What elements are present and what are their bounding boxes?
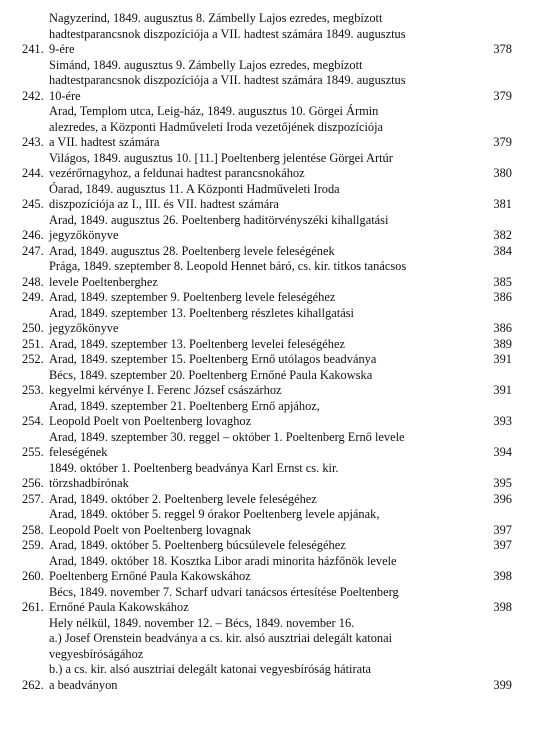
entry-title-line: vegyesbíróságához [49, 646, 144, 661]
entry-title [49, 399, 484, 430]
entry-title-line: Arad, 1849. szeptember 15. Poeltenberg Ernő utólagos beadványa [49, 352, 377, 366]
entry-title-line: Bécs, 1849. szeptember 20. Poeltenberg Ernőné Paula Kakowska [49, 367, 373, 382]
toc-entry [22, 259, 512, 290]
entry-page-number: 386 [493, 290, 512, 304]
entry-title-line: feleségének [49, 445, 108, 459]
entry-title-line: Arad, 1849. október 2. Poeltenberg levele feleségéhez [49, 491, 317, 506]
entry-page-number: 379 [493, 135, 512, 149]
entry-title-line: Arad, 1849. szeptember 13. Poeltenberg részletes kihallgatási [49, 305, 354, 320]
entry-title-line: 1849. október 1. Poeltenberg beadványa Karl Ernst cs. kir. [49, 460, 339, 475]
toc-entry [22, 492, 512, 508]
entry-title-line: Arad, 1849. szeptember 21. Poeltenberg Ernő apjához, [49, 398, 320, 413]
toc-entry [22, 585, 512, 616]
entry-page-number: 384 [493, 243, 512, 258]
entry-title-line: Arad, 1849. október 18. Kosztka Libor aradi minorita házfőnök levele [49, 553, 397, 568]
entry-page-number: 399 [493, 677, 512, 692]
entry-title-line: Óarad, 1849. augusztus 11. A Központi Hadműveleti Iroda [49, 181, 340, 196]
entry-page-number: 391 [493, 383, 512, 397]
entry-number: 243. [22, 135, 44, 149]
entry-page-number: 378 [493, 42, 512, 56]
entry-number: 252. [22, 352, 44, 366]
entry-title-line: hadtestparancsnok diszpozíciója a VII. hadtest számára 1849. augusztus [49, 73, 406, 87]
entry-page-number: 382 [493, 228, 512, 242]
entry-number: 254. [22, 414, 44, 428]
toc-entry [22, 151, 512, 182]
entry-title [49, 461, 484, 492]
toc-entry [22, 290, 512, 306]
entry-title-line: kegyelmi kérvénye I. Ferenc József császárhoz [49, 383, 282, 397]
entry-page-number: 379 [493, 88, 512, 103]
entry-title-line: Arad, 1849. október 5. Poeltenberg búcsúlevele feleségéhez [49, 538, 346, 552]
entry-title [49, 507, 484, 538]
entry-title [49, 151, 484, 182]
entry-number: 260. [22, 569, 44, 583]
entry-title [49, 430, 484, 461]
toc-entry [22, 616, 512, 694]
toc-entry [22, 244, 512, 260]
entry-page-number: 398 [493, 600, 512, 614]
toc-entry [22, 182, 512, 213]
entry-title [49, 58, 484, 105]
entry-title [49, 352, 484, 368]
toc-entry [22, 554, 512, 585]
entry-number: 247. [22, 243, 44, 258]
entry-number: 262. [22, 677, 44, 692]
entry-page-number: 395 [493, 476, 512, 490]
toc-entry [22, 11, 512, 58]
entry-page-number: 385 [493, 274, 512, 289]
entry-title-line: Arad, 1849. október 5. reggel 9 órakor Poeltenberg levele apjának, [49, 507, 380, 521]
entry-title [49, 11, 484, 58]
entry-title-line: Hely nélkül, 1849. november 12. – Bécs, 1849. november 16. [49, 615, 355, 630]
entry-title-line: diszpozíciója az I., III. és VII. hadtest számára [49, 197, 279, 211]
entry-title-line: Világos, 1849. augusztus 10. [11.] Poeltenberg jelentése Görgei Artúr [49, 150, 393, 165]
entry-page-number: 396 [493, 491, 512, 506]
entry-page-number: 391 [493, 352, 512, 366]
entry-title-line: Arad, 1849. szeptember 9. Poeltenberg levele feleségéhez [49, 290, 336, 304]
entry-page-number: 394 [493, 445, 512, 459]
entry-title-line: Bécs, 1849. november 7. Scharf udvari tanácsos értesítése Poeltenberg [49, 584, 399, 599]
entry-number: 244. [22, 166, 44, 180]
toc-entry [22, 430, 512, 461]
entry-number: 259. [22, 538, 44, 552]
entry-number: 246. [22, 228, 44, 242]
entry-title-line: Prága, 1849. szeptember 8. Leopold Hennet báró, cs. kir. titkos tanácsos [49, 259, 407, 273]
entry-number: 250. [22, 321, 44, 335]
entry-number: 255. [22, 445, 44, 459]
entry-page-number: 393 [493, 414, 512, 428]
toc-entry [22, 104, 512, 151]
entry-title-line: b.) a cs. kir. alsó ausztriai delegált katonai vegyesbíróság hátirata [49, 662, 372, 676]
entry-title [49, 492, 484, 508]
entry-title-line: a beadványon [49, 677, 118, 692]
entry-title [49, 290, 484, 306]
entry-title [49, 182, 484, 213]
entry-title [49, 259, 484, 290]
entry-number: 242. [22, 88, 44, 103]
entry-title-line: Arad, 1849. augusztus 28. Poeltenberg levele feleségének [49, 243, 335, 258]
toc-entry [22, 368, 512, 399]
entry-page-number: 397 [493, 538, 512, 552]
entry-title-line: Leopold Poelt von Poeltenberg lovaghoz [49, 414, 252, 428]
entry-title-line: alezredes, a Központi Hadműveleti Iroda vezetőjének diszpozíciója [49, 119, 384, 134]
entry-page-number: 389 [493, 336, 512, 351]
entry-number: 257. [22, 491, 44, 506]
toc-entry [22, 538, 512, 554]
toc-entry [22, 337, 512, 353]
toc-entry [22, 213, 512, 244]
entry-page-number: 397 [493, 522, 512, 537]
entry-title [49, 337, 484, 353]
entry-title [49, 368, 484, 399]
toc-entry [22, 352, 512, 368]
entry-title-line: törzshadbírónak [49, 476, 129, 490]
entry-title-line: Arad, Templom utca, Leig-ház, 1849. augusztus 10. Görgei Ármin [49, 104, 379, 118]
toc-entry [22, 507, 512, 538]
entry-title-line: Nagyzerind, 1849. augusztus 8. Zámbelly Lajos ezredes, megbízott [49, 11, 383, 25]
toc-entry [22, 399, 512, 430]
table-of-contents [22, 11, 512, 693]
entry-title-line: levele Poeltenberghez [49, 274, 158, 289]
entry-number: 248. [22, 274, 44, 289]
entry-title-line: jegyzőkönyve [49, 228, 119, 242]
entry-number: 261. [22, 600, 44, 614]
entry-number: 258. [22, 522, 44, 537]
entry-title [49, 554, 484, 585]
entry-number: 249. [22, 290, 44, 304]
entry-title-line: Ernőné Paula Kakowskához [49, 600, 189, 614]
entry-number: 253. [22, 383, 44, 397]
entry-page-number: 381 [493, 197, 512, 211]
entry-title [49, 244, 484, 260]
entry-title-line: 10-ére [49, 88, 81, 103]
entry-title [49, 213, 484, 244]
entry-title [49, 616, 484, 694]
entry-number: 256. [22, 476, 44, 490]
entry-number: 251. [22, 336, 44, 351]
entry-title-line: jegyzőkönyve [49, 321, 119, 335]
entry-title-line: vezérőrnagyhoz, a feldunai hadtest parancsnokához [49, 166, 305, 180]
entry-title [49, 306, 484, 337]
entry-page-number: 380 [493, 166, 512, 180]
entry-title-line: Arad, 1849. szeptember 13. Poeltenberg levelei feleségéhez [49, 336, 345, 351]
entry-title [49, 585, 484, 616]
entry-title-line: Arad, 1849. szeptember 30. reggel – október 1. Poeltenberg Ernő levele [49, 429, 405, 444]
entry-page-number: 386 [493, 321, 512, 335]
entry-title [49, 104, 484, 151]
entry-number: 241. [22, 42, 44, 56]
entry-title-line: a.) Josef Orenstein beadványa a cs. kir. alsó ausztriai delegált katonai [49, 631, 393, 645]
entry-title-line: Arad, 1849. augusztus 26. Poeltenberg haditörvényszéki kihallgatási [49, 212, 389, 227]
entry-title-line: 9-ére [49, 42, 75, 56]
toc-entry [22, 306, 512, 337]
toc-entry [22, 461, 512, 492]
entry-title-line: hadtestparancsnok diszpozíciója a VII. hadtest számára 1849. augusztus [49, 26, 406, 41]
entry-title-line: a VII. hadtest számára [49, 135, 160, 149]
entry-title-line: Leopold Poelt von Poeltenberg lovagnak [49, 522, 252, 537]
toc-entry [22, 58, 512, 105]
entry-title-line: Poeltenberg Ernőné Paula Kakowskához [49, 569, 251, 583]
entry-page-number: 398 [493, 569, 512, 583]
entry-title [49, 538, 484, 554]
entry-number: 245. [22, 197, 44, 211]
entry-title-line: Simánd, 1849. augusztus 9. Zámbelly Lajos ezredes, megbízott [49, 57, 363, 72]
